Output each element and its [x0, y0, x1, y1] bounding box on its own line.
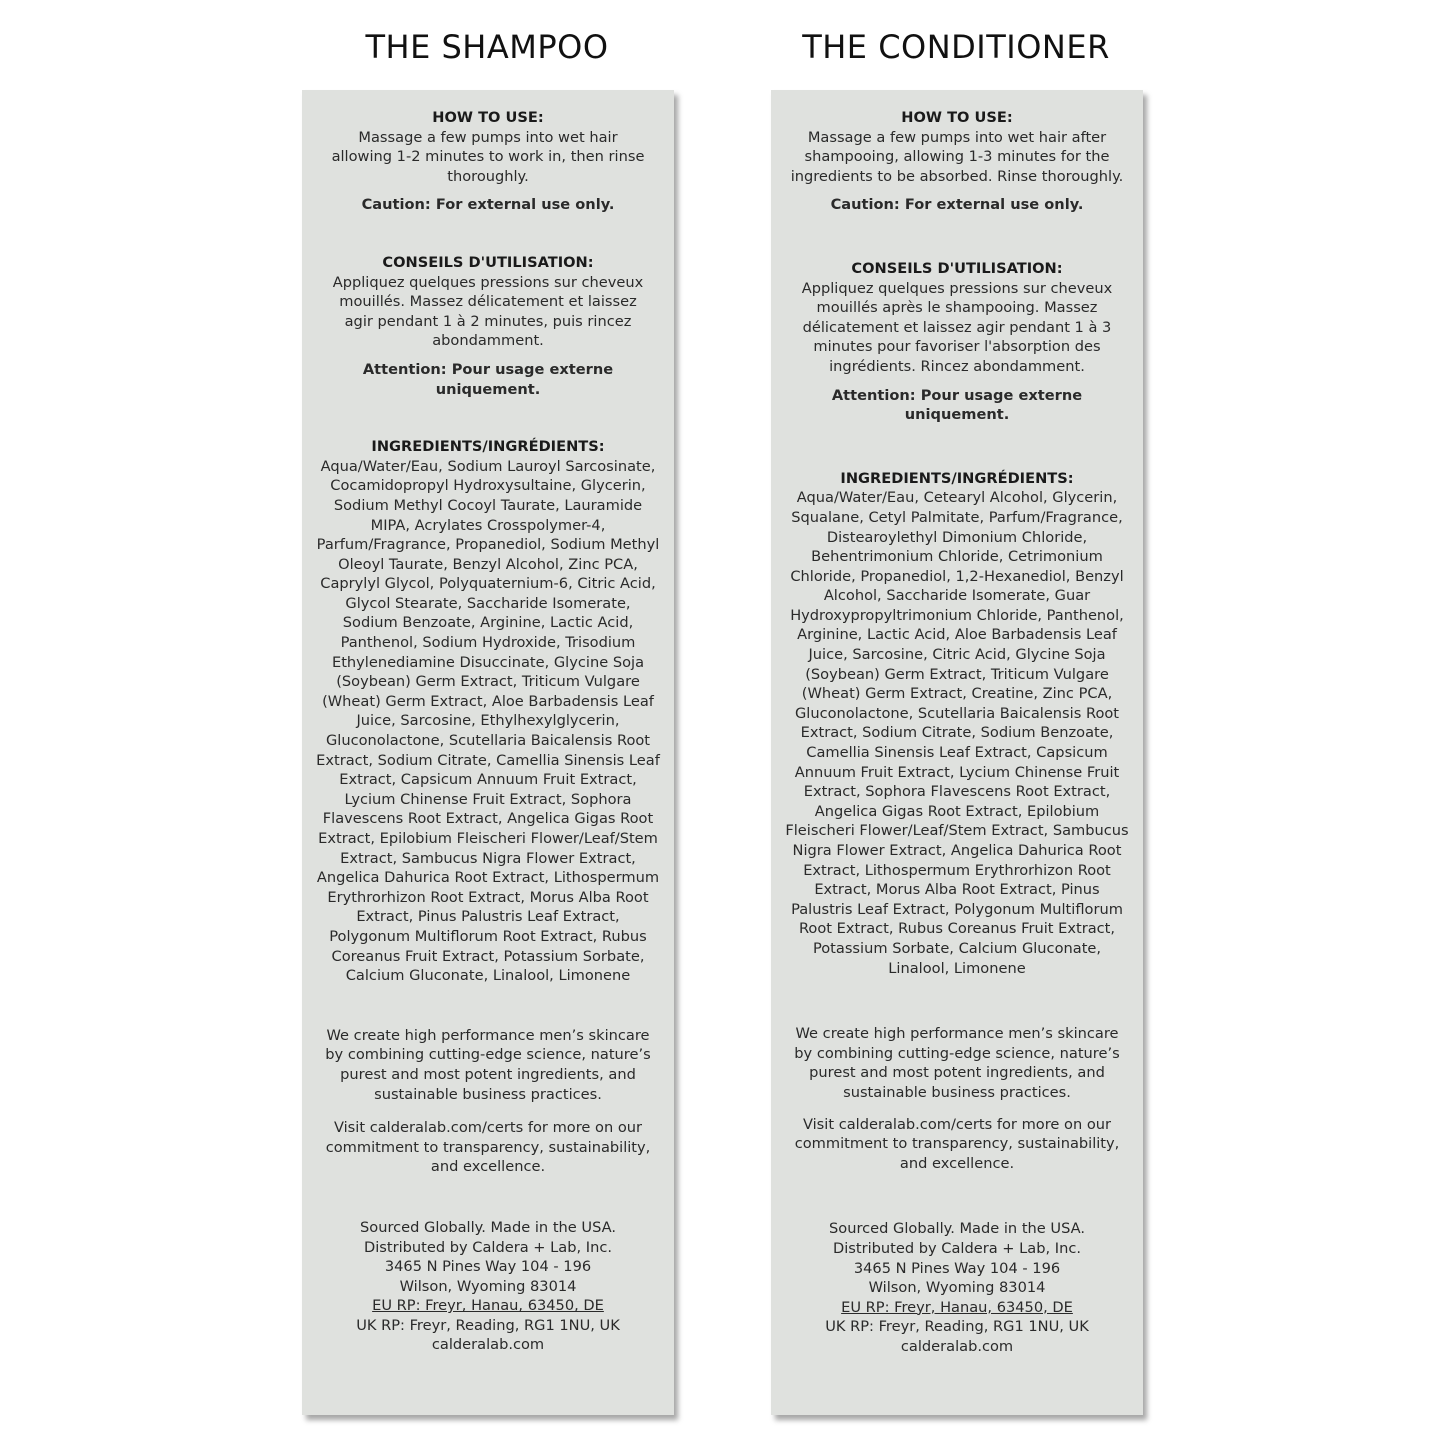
shampoo-address-line-2: Wilson, Wyoming 83014: [399, 1277, 577, 1295]
conditioner-website: calderalab.com: [900, 1337, 1014, 1355]
conditioner-title: THE CONDITIONER: [802, 28, 1110, 66]
shampoo-ingredients-heading: INGREDIENTS/INGRÉDIENTS:: [371, 438, 605, 456]
conditioner-ingredients-heading: INGREDIENTS/INGRÉDIENTS:: [840, 469, 1074, 487]
conditioner-attention: Attention: Pour usage externe uniquement.: [831, 386, 1083, 424]
conditioner-address-line-2: Wilson, Wyoming 83014: [868, 1279, 1046, 1297]
shampoo-distributed: Distributed by Caldera + Lab, Inc.: [363, 1238, 613, 1256]
conditioner-uk-rp: UK RP: Freyr, Reading, RG1 1NU, UK: [825, 1318, 1089, 1336]
shampoo-how-to-use-heading: HOW TO USE:: [432, 109, 544, 126]
shampoo-attention: Attention: Pour usage externe uniquement.: [362, 360, 614, 398]
shampoo-title: THE SHAMPOO: [365, 28, 609, 66]
conditioner-how-to-use-heading: HOW TO USE:: [901, 109, 1013, 126]
conditioner-address-line-1: 3465 N Pines Way 104 - 196: [853, 1259, 1061, 1277]
shampoo-uk-rp: UK RP: Freyr, Reading, RG1 1NU, UK: [356, 1316, 620, 1334]
conditioner-conseils-heading: CONSEILS D'UTILISATION:: [851, 259, 1063, 277]
conditioner-label-panel: [771, 90, 1143, 1415]
shampoo-sourced: Sourced Globally. Made in the USA.: [360, 1218, 616, 1236]
conditioner-visit: Visit calderalab.com/certs for more on our commitment to transparency, sustainability, and excellence.: [794, 1115, 1120, 1172]
conditioner-sourced: Sourced Globally. Made in the USA.: [829, 1220, 1085, 1238]
conditioner-mission: We create high performance men’s skincare by combining cutting-edge science, nature’s purest and most potent ingredients, and sustainable business practices.: [794, 1025, 1120, 1101]
shampoo-conseils-text: Appliquez quelques pressions sur cheveux mouillés. Massez délicatement et laissez agir pendant 1 à 2 minutes, puis rincez abondamment.: [332, 273, 644, 350]
shampoo-conseils-heading: CONSEILS D'UTILISATION:: [382, 253, 594, 271]
conditioner-eu-rp: EU RP: Freyr, Hanau, 63450, DE: [841, 1298, 1073, 1316]
shampoo-how-to-use-text: Massage a few pumps into wet hair allowing 1-2 minutes to work in, then rinse thoroughly.: [331, 128, 645, 185]
shampoo-label-panel: [302, 90, 674, 1415]
shampoo-ingredients-text: Aqua/Water/Eau, Sodium Lauroyl Sarcosinate, Cocamidopropyl Hydroxysultaine, Glycerin, Sodium Methyl Cocoyl Taurate, Lauramide MIPA, Acrylates Crosspolymer-4, Parfum/Fragrance, Propanediol, Sodium Methyl Oleoyl Taurate, Benzyl Alcohol, Zinc PCA, Caprylyl Glycol, Polyquaternium-6, Citric Acid, Glycol Stearate, Saccharide Isomerate, Sodium Benzoate, Arginine, Lactic Acid, Panthenol, Sodium Hydroxide, Trisodium Ethylenediamine Disuccinate, Glycine Soja (Soybean) Germ Extract, Triticum Vulgare (Wheat) Germ Extract, Aloe Barbadensis Leaf Juice, Sarcosine, Ethylhexylglycerin, Gluconolactone, Scutellaria Baicalensis Root Extract, Sodium Citrate, Camellia Sinensis Leaf Extract, Capsicum Annuum Fruit Extract, Lycium Chinense Fruit Extract, Sophora Flavescens Root Extract, Angelica Gigas Root Extract, Epilobium Fleischeri Flower/Leaf/Stem Extract, Sambucus Nigra Flower Extract, Angelica Dahurica Root Extract, Lithospermum Erythrorhizon Root Extract, Morus Alba Root Extract, Pinus Palustris Leaf Extract, Polygonum Multiflorum Root Extract, Rubus Coreanus Fruit Extract, Potassium Sorbate, Calcium Gluconate, Linalool, Limonene: [316, 457, 660, 985]
conditioner-distributed: Distributed by Caldera + Lab, Inc.: [832, 1239, 1082, 1257]
conditioner-ingredients-text: Aqua/Water/Eau, Cetearyl Alcohol, Glycerin, Squalane, Cetyl Palmitate, Parfum/Fragrance, Distearoylethyl Dimonium Chloride, Behentrimonium Chloride, Cetrimonium Chloride, Propanediol, 1,2-Hexanediol, Benzyl Alcohol, Saccharide Isomerate, Guar Hydroxypropyltrimonium Chloride, Panthenol, Arginine, Lactic Acid, Aloe Barbadensis Leaf Juice, Sarcosine, Citric Acid, Glycine Soja (Soybean) Germ Extract, Triticum Vulgare (Wheat) Germ Extract, Creatine, Zinc PCA, Gluconolactone, Scutellaria Baicalensis Root Extract, Sodium Citrate, Sodium Benzoate, Camellia Sinensis Leaf Extract, Capsicum Annuum Fruit Extract, Lycium Chinense Fruit Extract, Sophora Flavescens Root Extract, Angelica Gigas Root Extract, Epilobium Fleischeri Flower/Leaf/Stem Extract, Sambucus Nigra Flower Extract, Angelica Dahurica Root Extract, Lithospermum Erythrorhizon Root Extract, Morus Alba Root Extract, Pinus Palustris Leaf Extract, Polygonum Multiflorum Root Extract, Rubus Coreanus Fruit Extract, Potassium Sorbate, Calcium Gluconate, Linalool, Limonene: [785, 489, 1129, 977]
conditioner-how-to-use-text: Massage a few pumps into wet hair after shampooing, allowing 1-3 minutes for the ingredients to be absorbed. Rinse thoroughly.: [790, 128, 1124, 185]
shampoo-mission: We create high performance men’s skincare by combining cutting-edge science, nature’s purest and most potent ingredients, and sustainable business practices.: [325, 1026, 651, 1103]
conditioner-caution: Caution: For external use only.: [830, 196, 1084, 214]
shampoo-caution: Caution: For external use only.: [361, 196, 615, 214]
shampoo-visit: Visit calderalab.com/certs for more on our commitment to transparency, sustainability, and excellence.: [325, 1119, 651, 1176]
shampoo-address-line-1: 3465 N Pines Way 104 - 196: [384, 1258, 592, 1276]
shampoo-website: calderalab.com: [431, 1336, 545, 1354]
shampoo-eu-rp: EU RP: Freyr, Hanau, 63450, DE: [372, 1297, 604, 1315]
conditioner-conseils-text: Appliquez quelques pressions sur cheveux mouillés après le shampooing. Massez délicatement et laissez agir pendant 1 à 3 minutes pour favoriser l'absorption des ingrédients. Rincez abondamment.: [801, 279, 1113, 375]
